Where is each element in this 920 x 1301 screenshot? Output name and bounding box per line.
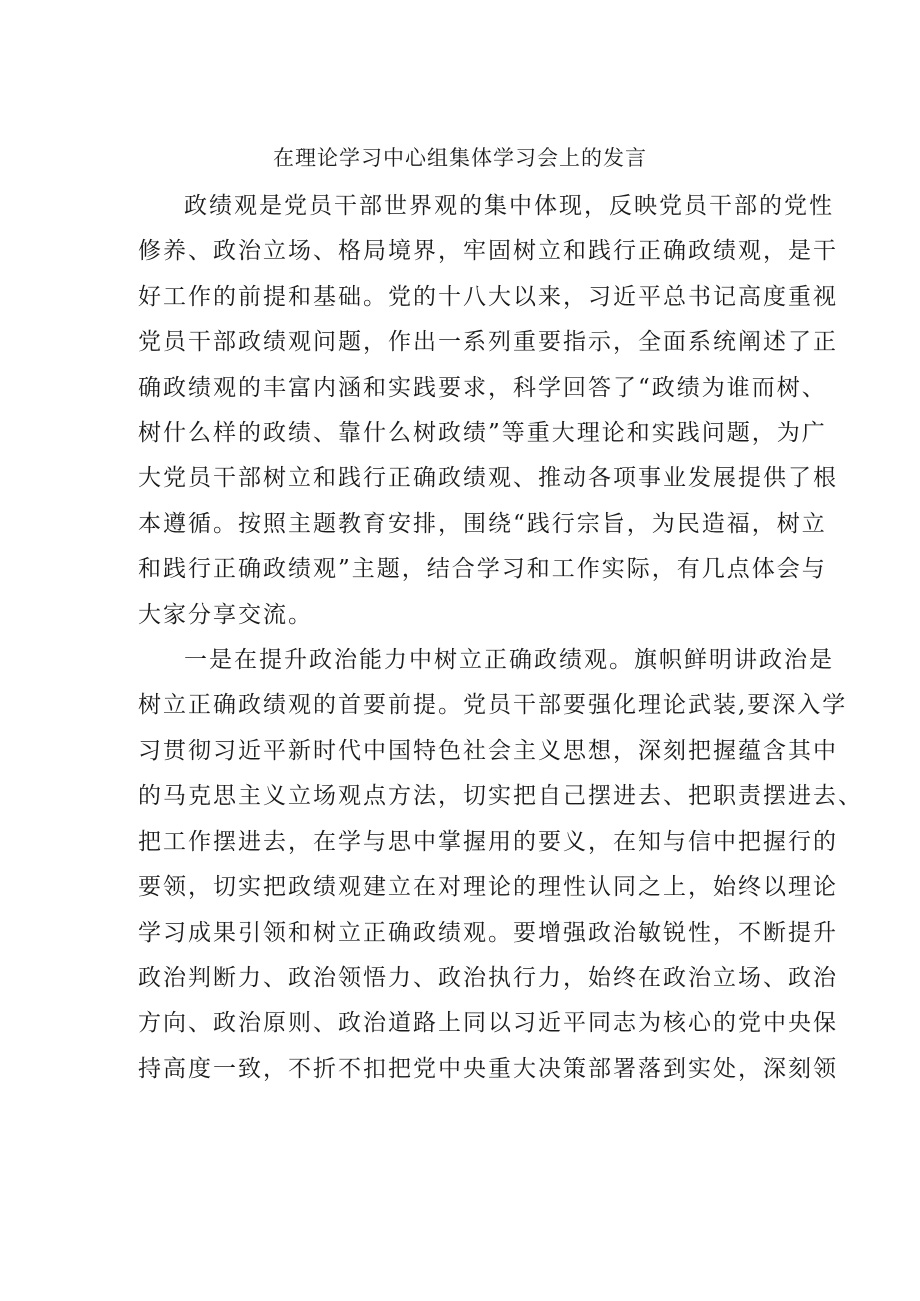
- document-body: [138, 184, 863, 1092]
- paragraph-line: 大家分享交流。: [138, 601, 313, 628]
- paragraph-point-one: [138, 638, 863, 1092]
- paragraph-line: 把工作摆进去，在学与思中掌握用的要义，在知与信中把握行的: [138, 828, 838, 855]
- paragraph-line: 方向、政治原则、政治道路上同以习近平同志为核心的党中央保: [138, 1010, 838, 1037]
- paragraph-intro: [138, 184, 838, 638]
- paragraph-line: 党员干部政绩观问题，作出一系列重要指示，全面系统阐述了正: [138, 329, 838, 356]
- paragraph-line: 的马克思主义立场观点方法，切实把自己摆进去、把职责摆进去、: [138, 783, 863, 810]
- paragraph-line: 大党员干部树立和践行正确政绩观、推动各项事业发展提供了根: [138, 465, 838, 492]
- paragraph-line: 好工作的前提和基础。党的十八大以来，习近平总书记高度重视: [138, 283, 838, 310]
- document-title: 在理论学习中心组集体学习会上的发言: [273, 146, 647, 170]
- paragraph-line: 确政绩观的丰富内涵和实践要求，科学回答了“政绩为谁而树、: [138, 374, 827, 401]
- paragraph-line: 习贯彻习近平新时代中国特色社会主义思想，深刻把握蕴含其中: [138, 737, 838, 764]
- paragraph-line: 本遵循。按照主题教育安排，围绕“践行宗旨，为民造福，树立: [138, 510, 827, 537]
- paragraph-line: 一是在提升政治能力中树立正确政绩观。旗帜鲜明讲政治是: [184, 647, 834, 674]
- paragraph-line: 学习成果引领和树立正确政绩观。要增强政治敏锐性，不断提升: [138, 919, 838, 946]
- paragraph-line: 树什么样的政绩、靠什么树政绩”等重大理论和实践问题，为广: [138, 420, 827, 447]
- paragraph-line: 和践行正确政绩观”主题，结合学习和工作实际，有几点体会与: [138, 556, 827, 583]
- paragraph-line: 树立正确政绩观的首要前提。党员干部要强化理论武装,要深入学: [138, 692, 848, 719]
- paragraph-line: 要领，切实把政绩观建立在对理论的理性认同之上，始终以理论: [138, 874, 838, 901]
- paragraph-line: 修养、政治立场、格局境界，牢固树立和践行正确政绩观，是干: [138, 238, 838, 265]
- paragraph-line: 政绩观是党员干部世界观的集中体现，反映党员干部的党性: [184, 193, 834, 219]
- paragraph-line: 政治判断力、政治领悟力、政治执行力，始终在政治立场、政治: [138, 964, 838, 991]
- paragraph-line: 持高度一致，不折不扣把党中央重大决策部署落到实处，深刻领: [138, 1055, 838, 1082]
